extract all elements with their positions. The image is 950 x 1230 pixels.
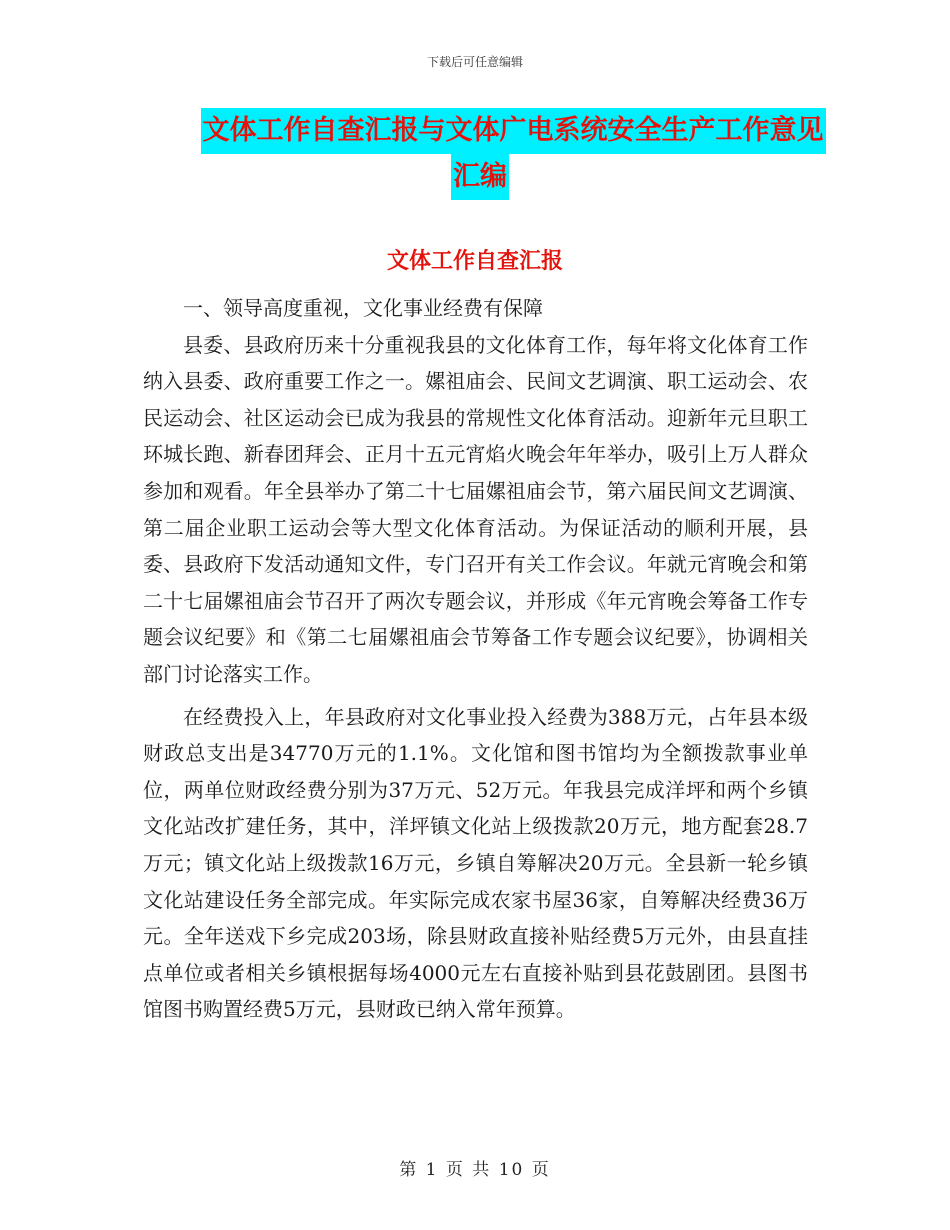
page-number: 第 1 页 共 10 页 bbox=[399, 1160, 551, 1180]
title-line-1: 文体工作自查汇报与文体广电系统安全生产工作意见 bbox=[201, 108, 826, 154]
section-title: 文体工作自查汇报 bbox=[386, 249, 563, 274]
paragraph-1: 县委、县政府历来十分重视我县的文化体育工作，每年将文化体育工作纳入县委、政府重要工作之一。嫘祖庙会、民间文艺调演、职工运动会、农民运动会、社区运动会已成为我县的常规性文化体育活动。迎新年元旦职工环城长跑、新春团拜会、正月十五元宵焰火晚会年年举办，吸引上万人群众参加和观看。年全县举办了第二十七届嫘祖庙会节，第六届民间文艺调演、第二届企业职工运动会等大型文化体育活动。为保证活动的顺利开展，县委、县政府下发活动通知文件，专门召开有关工作会议。年就元宵晚会和第二十七届嫘祖庙会节召开了两次专题会议，并形成《年元宵晚会筹备工作专题会议纪要》和《第二七届嫘祖庙会节筹备工作专题会议纪要》，协调相关部门讨论落实工作。 bbox=[143, 332, 808, 686]
document-title bbox=[130, 108, 830, 200]
body-text bbox=[143, 290, 808, 1028]
title-line-2: 汇编 bbox=[451, 154, 509, 200]
header-note: 下载后可任意编辑 bbox=[426, 55, 523, 69]
section-heading: 一、领导高度重视，文化事业经费有保障 bbox=[183, 296, 543, 320]
paragraph-2: 在经费投入上，年县政府对文化事业投入经费为388万元，占年县本级财政总支出是34770万元的1.1%。文化馆和图书馆均为全额拨款事业单位，两单位财政经费分别为37万元、52万元。年我县完成洋坪和两个乡镇文化站改扩建任务，其中，洋坪镇文化站上级拨款20万元，地方配套28.7万元；镇文化站上级拨款16万元，乡镇自筹解决20万元。全县新一轮乡镇文化站建设任务全部完成。年实际完成农家书屋36家，自筹解决经费36万元。全年送戏下乡完成203场，除县财政直接补贴经费5万元外，由县直挂点单位或者相关乡镇根据每场4000元左右直接补贴到县花鼓剧团。县图书馆图书购置经费5万元，县财政已纳入常年预算。 bbox=[143, 704, 808, 1022]
